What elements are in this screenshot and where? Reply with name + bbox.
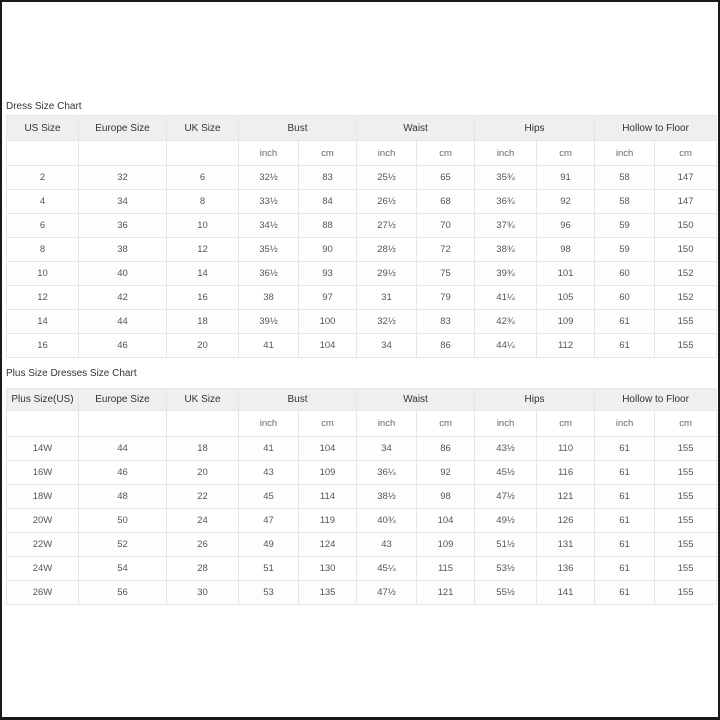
table-row: [7, 557, 717, 581]
table-cell: 49½: [475, 509, 537, 533]
table-cell: 61: [595, 334, 655, 358]
table-cell: 115: [417, 557, 475, 581]
column-header: US Size: [7, 116, 79, 141]
table-cell: 98: [537, 238, 595, 262]
table-cell: 52: [79, 533, 167, 557]
unit-label: cm: [655, 141, 717, 166]
table-cell: 38¾: [475, 238, 537, 262]
table-cell: 61: [595, 461, 655, 485]
table-cell: 56: [79, 581, 167, 605]
table-cell: 141: [537, 581, 595, 605]
table-cell: 61: [595, 509, 655, 533]
table-cell: 39¾: [475, 262, 537, 286]
table-cell: 61: [595, 310, 655, 334]
table-cell: 43½: [475, 437, 537, 461]
table-cell: 44¼: [475, 334, 537, 358]
table-cell: 18: [167, 437, 239, 461]
table-cell: 36½: [239, 262, 299, 286]
table-cell: 109: [417, 533, 475, 557]
table-cell: 155: [655, 334, 717, 358]
table-cell: 12: [167, 238, 239, 262]
table-row: [7, 310, 717, 334]
table-cell: 50: [79, 509, 167, 533]
table-cell: 84: [299, 190, 357, 214]
table-cell: 10: [7, 262, 79, 286]
table-cell: 104: [417, 509, 475, 533]
column-header: Bust: [239, 116, 357, 141]
empty-cell: [7, 411, 79, 437]
empty-cell: [79, 141, 167, 166]
table-cell: 86: [417, 437, 475, 461]
table-cell: 121: [417, 581, 475, 605]
table-cell: 35¾: [475, 166, 537, 190]
table-cell: 26½: [357, 190, 417, 214]
table-cell: 72: [417, 238, 475, 262]
table-cell: 92: [537, 190, 595, 214]
table-cell: 39½: [239, 310, 299, 334]
table-cell: 12: [7, 286, 79, 310]
table-cell: 54: [79, 557, 167, 581]
table-cell: 24: [167, 509, 239, 533]
table-cell: 109: [537, 310, 595, 334]
table-cell: 130: [299, 557, 357, 581]
table-cell: 51: [239, 557, 299, 581]
table-cell: 8: [167, 190, 239, 214]
table-row: [7, 190, 717, 214]
table-cell: 61: [595, 437, 655, 461]
table-cell: 65: [417, 166, 475, 190]
table-cell: 42: [79, 286, 167, 310]
column-header: Waist: [357, 116, 475, 141]
table-cell: 22W: [7, 533, 79, 557]
table-cell: 61: [595, 557, 655, 581]
table-cell: 30: [167, 581, 239, 605]
table-cell: 47½: [475, 485, 537, 509]
table-cell: 136: [537, 557, 595, 581]
table-cell: 147: [655, 190, 717, 214]
table-cell: 124: [299, 533, 357, 557]
table-cell: 53: [239, 581, 299, 605]
table-cell: 31: [357, 286, 417, 310]
table-cell: 16: [167, 286, 239, 310]
table-cell: 24W: [7, 557, 79, 581]
plus-size-table: [6, 388, 717, 605]
table-cell: 25½: [357, 166, 417, 190]
table-cell: 152: [655, 286, 717, 310]
table-cell: 131: [537, 533, 595, 557]
unit-row: [7, 411, 717, 437]
empty-cell: [79, 411, 167, 437]
table-cell: 34½: [239, 214, 299, 238]
table-cell: 16: [7, 334, 79, 358]
table-cell: 114: [299, 485, 357, 509]
table-cell: 61: [595, 581, 655, 605]
table-cell: 28½: [357, 238, 417, 262]
table-cell: 100: [299, 310, 357, 334]
table-cell: 18: [167, 310, 239, 334]
table-cell: 44: [79, 437, 167, 461]
table-cell: 6: [167, 166, 239, 190]
unit-label: inch: [595, 411, 655, 437]
unit-label: cm: [417, 141, 475, 166]
unit-label: cm: [537, 141, 595, 166]
table-cell: 93: [299, 262, 357, 286]
table-cell: 155: [655, 437, 717, 461]
table-cell: 28: [167, 557, 239, 581]
table-cell: 32: [79, 166, 167, 190]
table-cell: 61: [595, 533, 655, 557]
table-cell: 14: [7, 310, 79, 334]
table-cell: 26: [167, 533, 239, 557]
column-header: Hollow to Floor: [595, 116, 717, 141]
table-cell: 4: [7, 190, 79, 214]
unit-label: cm: [299, 411, 357, 437]
table-cell: 155: [655, 310, 717, 334]
table-cell: 59: [595, 238, 655, 262]
table-cell: 121: [537, 485, 595, 509]
table-row: [7, 166, 717, 190]
table-cell: 98: [417, 485, 475, 509]
table-cell: 152: [655, 262, 717, 286]
unit-label: inch: [239, 141, 299, 166]
table-cell: 112: [537, 334, 595, 358]
table-cell: 33½: [239, 190, 299, 214]
table-cell: 40: [79, 262, 167, 286]
table-row: [7, 581, 717, 605]
empty-cell: [167, 141, 239, 166]
table-cell: 150: [655, 214, 717, 238]
table-cell: 43: [357, 533, 417, 557]
plus-size-chart-title: Plus Size Dresses Size Chart: [6, 368, 137, 379]
table-row: [7, 262, 717, 286]
table-cell: 155: [655, 533, 717, 557]
table-cell: 38: [79, 238, 167, 262]
column-header: Europe Size: [79, 389, 167, 411]
table-cell: 32½: [239, 166, 299, 190]
column-header: Bust: [239, 389, 357, 411]
unit-label: inch: [595, 141, 655, 166]
table-cell: 35½: [239, 238, 299, 262]
column-header: Plus Size(US): [7, 389, 79, 411]
unit-label: inch: [475, 141, 537, 166]
table-cell: 155: [655, 509, 717, 533]
table-row: [7, 334, 717, 358]
table-cell: 147: [655, 166, 717, 190]
table-row: [7, 509, 717, 533]
table-cell: 135: [299, 581, 357, 605]
table-cell: 92: [417, 461, 475, 485]
unit-label: inch: [357, 141, 417, 166]
table-cell: 46: [79, 334, 167, 358]
table-row: [7, 461, 717, 485]
table-cell: 43: [239, 461, 299, 485]
table-cell: 59: [595, 214, 655, 238]
table-cell: 53½: [475, 557, 537, 581]
table-cell: 83: [299, 166, 357, 190]
table-cell: 27½: [357, 214, 417, 238]
table-cell: 47: [239, 509, 299, 533]
column-header: Europe Size: [79, 116, 167, 141]
table-cell: 150: [655, 238, 717, 262]
table-cell: 97: [299, 286, 357, 310]
table-cell: 26W: [7, 581, 79, 605]
table-cell: 68: [417, 190, 475, 214]
table-cell: 38: [239, 286, 299, 310]
table-cell: 18W: [7, 485, 79, 509]
table-cell: 45½: [475, 461, 537, 485]
table-cell: 49: [239, 533, 299, 557]
table-cell: 40¾: [357, 509, 417, 533]
table-cell: 36¾: [475, 190, 537, 214]
table-cell: 110: [537, 437, 595, 461]
table-row: [7, 437, 717, 461]
table-cell: 46: [79, 461, 167, 485]
table-cell: 42¾: [475, 310, 537, 334]
dress-size-table: [6, 115, 717, 358]
table-cell: 45¼: [357, 557, 417, 581]
table-cell: 83: [417, 310, 475, 334]
table-cell: 8: [7, 238, 79, 262]
table-cell: 20W: [7, 509, 79, 533]
empty-cell: [167, 411, 239, 437]
table-cell: 36: [79, 214, 167, 238]
table-cell: 79: [417, 286, 475, 310]
header-row: [7, 389, 717, 411]
table-cell: 91: [537, 166, 595, 190]
table-cell: 155: [655, 485, 717, 509]
unit-label: cm: [299, 141, 357, 166]
column-header: UK Size: [167, 116, 239, 141]
table-cell: 41: [239, 437, 299, 461]
table-cell: 41: [239, 334, 299, 358]
table-cell: 29½: [357, 262, 417, 286]
unit-label: inch: [239, 411, 299, 437]
table-cell: 70: [417, 214, 475, 238]
unit-label: cm: [655, 411, 717, 437]
table-row: [7, 533, 717, 557]
table-cell: 37¾: [475, 214, 537, 238]
header-row: [7, 116, 717, 141]
table-cell: 105: [537, 286, 595, 310]
table-row: [7, 286, 717, 310]
table-row: [7, 238, 717, 262]
table-cell: 101: [537, 262, 595, 286]
dress-size-chart-title: Dress Size Chart: [6, 101, 82, 112]
table-cell: 34: [79, 190, 167, 214]
table-cell: 60: [595, 262, 655, 286]
table-cell: 44: [79, 310, 167, 334]
table-cell: 86: [417, 334, 475, 358]
table-cell: 41¼: [475, 286, 537, 310]
column-header: Hips: [475, 389, 595, 411]
column-header: UK Size: [167, 389, 239, 411]
table-cell: 14: [167, 262, 239, 286]
table-row: [7, 214, 717, 238]
table-cell: 155: [655, 581, 717, 605]
table-cell: 51½: [475, 533, 537, 557]
table-cell: 32½: [357, 310, 417, 334]
table-cell: 155: [655, 461, 717, 485]
unit-row: [7, 141, 717, 166]
column-header: Hollow to Floor: [595, 389, 717, 411]
table-cell: 96: [537, 214, 595, 238]
table-cell: 126: [537, 509, 595, 533]
table-cell: 14W: [7, 437, 79, 461]
table-cell: 155: [655, 557, 717, 581]
column-header: Hips: [475, 116, 595, 141]
table-cell: 90: [299, 238, 357, 262]
table-cell: 20: [167, 334, 239, 358]
table-cell: 48: [79, 485, 167, 509]
unit-label: cm: [537, 411, 595, 437]
table-row: [7, 485, 717, 509]
table-cell: 58: [595, 190, 655, 214]
table-cell: 88: [299, 214, 357, 238]
table-cell: 104: [299, 334, 357, 358]
table-cell: 45: [239, 485, 299, 509]
table-cell: 34: [357, 437, 417, 461]
table-cell: 2: [7, 166, 79, 190]
table-cell: 116: [537, 461, 595, 485]
column-header: Waist: [357, 389, 475, 411]
table-cell: 10: [167, 214, 239, 238]
empty-cell: [7, 141, 79, 166]
table-cell: 61: [595, 485, 655, 509]
table-cell: 20: [167, 461, 239, 485]
table-cell: 36¼: [357, 461, 417, 485]
table-cell: 47½: [357, 581, 417, 605]
table-cell: 6: [7, 214, 79, 238]
table-cell: 104: [299, 437, 357, 461]
table-cell: 109: [299, 461, 357, 485]
table-cell: 38½: [357, 485, 417, 509]
unit-label: inch: [475, 411, 537, 437]
table-cell: 58: [595, 166, 655, 190]
table-cell: 119: [299, 509, 357, 533]
unit-label: cm: [417, 411, 475, 437]
table-cell: 75: [417, 262, 475, 286]
table-cell: 60: [595, 286, 655, 310]
unit-label: inch: [357, 411, 417, 437]
table-cell: 22: [167, 485, 239, 509]
table-cell: 34: [357, 334, 417, 358]
table-cell: 16W: [7, 461, 79, 485]
table-cell: 55½: [475, 581, 537, 605]
